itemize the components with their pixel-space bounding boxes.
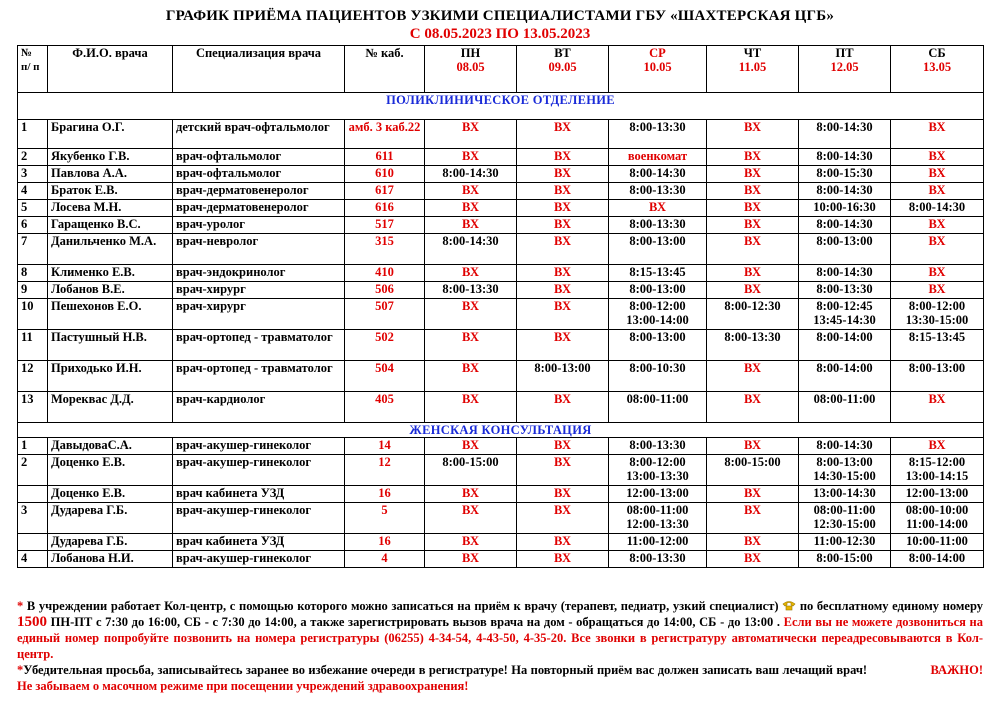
day-hours: ВХ — [707, 183, 799, 200]
day-hours: ВХ — [891, 265, 984, 282]
day-hours: 8:00-13:00 — [609, 282, 707, 299]
day-hours: 8:00-13:00 14:30-15:00 — [799, 455, 891, 486]
table-row — [18, 534, 984, 551]
table-row — [18, 486, 984, 503]
day-hours: ВХ — [707, 361, 799, 392]
day-hours: 08:00-11:00 12:30-15:00 — [799, 503, 891, 534]
day-name: ЧТ — [743, 46, 762, 60]
day-hours: 8:15-13:45 — [891, 330, 984, 361]
day-name: СБ — [928, 46, 946, 60]
footer-text: по бесплатному единому номеру — [799, 599, 984, 613]
day-hours: ВХ — [517, 200, 609, 217]
row-number: 12 — [18, 361, 48, 392]
day-hours: 8:00-13:30 — [425, 282, 517, 299]
table-row — [18, 455, 984, 486]
day-hours: 8:00-15:00 — [707, 455, 799, 486]
table-row — [18, 299, 984, 330]
day-hours: 8:00-13:30 — [609, 438, 707, 455]
doctor-name: Лосева М.Н. — [48, 200, 173, 217]
day-hours: 8:00-14:00 — [799, 361, 891, 392]
day-hours: 8:00-14:30 — [799, 149, 891, 166]
day-hours: ВХ — [517, 438, 609, 455]
day-hours: ВХ — [425, 534, 517, 551]
callcenter-number: 1500 — [17, 614, 47, 630]
doctor-specialization: врач-кардиолог — [173, 392, 345, 423]
doctor-specialization: врач кабинета УЗД — [173, 486, 345, 503]
header-room: № каб. — [345, 46, 425, 93]
header-num: № п/ п — [18, 46, 48, 93]
day-hours: ВХ — [425, 438, 517, 455]
phone-icon — [782, 600, 796, 611]
day-hours: ВХ — [425, 120, 517, 149]
doctor-specialization: врач-уролог — [173, 217, 345, 234]
footnote-star: * — [17, 599, 24, 613]
room-number: 14 — [345, 438, 425, 455]
table-row — [18, 265, 984, 282]
row-number: 4 — [18, 551, 48, 568]
doctor-specialization: врач кабинета УЗД — [173, 534, 345, 551]
day-hours: ВХ — [517, 455, 609, 486]
day-hours: 08:00-10:00 11:00-14:00 — [891, 503, 984, 534]
room-number: 610 — [345, 166, 425, 183]
day-hours: ВХ — [517, 120, 609, 149]
doctor-specialization: врач-дерматовенеролог — [173, 183, 345, 200]
footer-callcenter-note — [17, 598, 983, 662]
footer-text: ПН-ПТ с 7:30 до 16:00, СБ - с 7:30 до 14:00, а также зарегистрировать вызов врача на дом - обращаться до 14:00, СБ - до 13:00 . — [50, 615, 780, 629]
day-hours: ВХ — [707, 200, 799, 217]
page-title: ГРАФИК ПРИЁМА ПАЦИЕНТОВ УЗКИМИ СПЕЦИАЛИСТАМИ ГБУ «ШАХТЕРСКАЯ ЦГБ» — [165, 8, 835, 24]
header-day-tue — [517, 46, 609, 93]
doctor-specialization: врач-акушер-гинеколог — [173, 438, 345, 455]
day-name: СР — [649, 46, 666, 60]
room-number: 611 — [345, 149, 425, 166]
day-hours: ВХ — [517, 534, 609, 551]
section-title: ПОЛИКЛИНИЧЕСКОЕ ОТДЕЛЕНИЕ — [18, 93, 984, 120]
row-number — [18, 486, 48, 503]
day-hours: ВХ — [707, 486, 799, 503]
day-hours: 08:00-11:00 12:00-13:30 — [609, 503, 707, 534]
day-hours: ВХ — [707, 282, 799, 299]
day-hours: 8:00-12:00 13:00-13:30 — [609, 455, 707, 486]
day-hours: ВХ — [707, 217, 799, 234]
table-row — [18, 330, 984, 361]
day-hours: 8:00-14:30 — [891, 200, 984, 217]
day-hours: ВХ — [707, 503, 799, 534]
day-hours: ВХ — [517, 392, 609, 423]
doctor-name: Пешехонов Е.О. — [48, 299, 173, 330]
day-hours: ВХ — [425, 183, 517, 200]
day-hours: 8:00-13:30 — [799, 282, 891, 299]
day-hours: ВХ — [891, 217, 984, 234]
footer-registry-note: Если вы не можете дозвониться на единый номер попробуйте позвонить на номера регистратуры (06255) 4-34-54, 4-43-50, 4-35-20. Все звонки в регистратуру автоматически переадресовываются в Кол-центр. — [17, 615, 984, 661]
day-hours: 8:00-13:30 — [609, 217, 707, 234]
doctor-name: Дударева Г.Б. — [48, 503, 173, 534]
day-hours: 8:00-14:30 — [799, 217, 891, 234]
table-row — [18, 217, 984, 234]
day-hours: ВХ — [517, 166, 609, 183]
doctor-specialization: врач-акушер-гинеколог — [173, 551, 345, 568]
row-number: 10 — [18, 299, 48, 330]
day-hours: 8:00-12:45 13:45-14:30 — [799, 299, 891, 330]
doctor-name: Лобанов В.Е. — [48, 282, 173, 299]
section-header-row — [18, 93, 984, 120]
day-hours: 8:00-13:30 — [609, 183, 707, 200]
day-hours: ВХ — [707, 166, 799, 183]
row-number: 3 — [18, 503, 48, 534]
day-hours: 8:00-12:00 13:00-14:00 — [609, 299, 707, 330]
row-number: 5 — [18, 200, 48, 217]
day-hours: 11:00-12:30 — [799, 534, 891, 551]
day-hours: ВХ — [707, 234, 799, 265]
day-hours: 8:00-12:00 13:30-15:00 — [891, 299, 984, 330]
day-hours: ВХ — [517, 503, 609, 534]
room-number: 616 — [345, 200, 425, 217]
day-hours: 10:00-11:00 — [891, 534, 984, 551]
day-date: 10.05 — [643, 60, 672, 74]
day-hours: 8:00-13:30 — [609, 120, 707, 149]
day-hours: 8:00-10:30 — [609, 361, 707, 392]
header-day-thu — [707, 46, 799, 93]
row-number: 13 — [18, 392, 48, 423]
day-hours: 11:00-12:00 — [609, 534, 707, 551]
day-hours: ВХ — [425, 503, 517, 534]
day-hours: 8:00-13:30 — [707, 330, 799, 361]
day-hours: 8:00-14:30 — [799, 265, 891, 282]
room-number: 12 — [345, 455, 425, 486]
room-number: 517 — [345, 217, 425, 234]
room-number: 16 — [345, 486, 425, 503]
day-hours: 8:15-12:00 13:00-14:15 — [891, 455, 984, 486]
doctor-name: Якубенко Г.В. — [48, 149, 173, 166]
day-hours: 8:15-13:45 — [609, 265, 707, 282]
day-name: ПН — [460, 46, 481, 60]
room-number: 506 — [345, 282, 425, 299]
row-number — [18, 534, 48, 551]
schedule-table — [17, 45, 984, 568]
day-hours: ВХ — [707, 551, 799, 568]
room-number: 504 — [345, 361, 425, 392]
header-day-mon — [425, 46, 517, 93]
doctor-specialization: детский врач-офтальмолог — [173, 120, 345, 149]
day-date: 08.05 — [456, 60, 485, 74]
day-date: 12.05 — [830, 60, 859, 74]
day-hours: 8:00-13:00 — [799, 234, 891, 265]
header-name: Ф.И.О. врача — [48, 46, 173, 93]
day-hours: 13:00-14:30 — [799, 486, 891, 503]
table-row — [18, 361, 984, 392]
day-hours: ВХ — [891, 282, 984, 299]
day-hours: ВХ — [517, 330, 609, 361]
row-number: 6 — [18, 217, 48, 234]
day-date: 09.05 — [548, 60, 577, 74]
doctor-specialization: врач-дерматовенеролог — [173, 200, 345, 217]
day-hours: ВХ — [517, 234, 609, 265]
day-hours: ВХ — [517, 282, 609, 299]
table-row — [18, 234, 984, 265]
day-hours: 08:00-11:00 — [609, 392, 707, 423]
table-row — [18, 503, 984, 534]
section-title: ЖЕНСКАЯ КОНСУЛЬТАЦИЯ — [18, 423, 984, 438]
day-hours: ВХ — [707, 534, 799, 551]
day-hours: ВХ — [707, 149, 799, 166]
table-header-row — [18, 46, 984, 93]
row-number: 1 — [18, 120, 48, 149]
room-number: 5 — [345, 503, 425, 534]
day-hours: ВХ — [425, 265, 517, 282]
day-hours: 8:00-14:00 — [799, 330, 891, 361]
doctor-name: Доценко Е.В. — [48, 455, 173, 486]
day-hours: ВХ — [609, 200, 707, 217]
day-hours: 8:00-13:00 — [517, 361, 609, 392]
day-hours: 8:00-14:30 — [799, 120, 891, 149]
row-number: 11 — [18, 330, 48, 361]
row-number: 8 — [18, 265, 48, 282]
doctor-specialization: врач-ортопед - травматолог — [173, 361, 345, 392]
table-row — [18, 166, 984, 183]
day-hours: ВХ — [425, 551, 517, 568]
table-body — [18, 93, 984, 568]
doctor-name: Доценко Е.В. — [48, 486, 173, 503]
day-hours: ВХ — [517, 217, 609, 234]
day-hours: ВХ — [707, 438, 799, 455]
day-name: ПТ — [835, 46, 854, 60]
day-hours: военкомат — [609, 149, 707, 166]
footer-appointment-note — [17, 662, 983, 694]
day-hours: ВХ — [707, 120, 799, 149]
day-hours: 8:00-14:30 — [799, 183, 891, 200]
table-row — [18, 120, 984, 149]
day-hours: ВХ — [425, 392, 517, 423]
table-row — [18, 551, 984, 568]
header-day-sat — [891, 46, 984, 93]
day-hours: ВХ — [425, 299, 517, 330]
day-hours: ВХ — [891, 234, 984, 265]
doctor-name: Клименко Е.В. — [48, 265, 173, 282]
doctor-name: Дударева Г.Б. — [48, 534, 173, 551]
day-hours: 12:00-13:00 — [609, 486, 707, 503]
doctor-specialization: врач-акушер-гинеколог — [173, 503, 345, 534]
room-number: 4 — [345, 551, 425, 568]
day-hours: 8:00-12:30 — [707, 299, 799, 330]
day-hours: ВХ — [891, 183, 984, 200]
room-number: 507 — [345, 299, 425, 330]
day-hours: ВХ — [425, 486, 517, 503]
doctor-specialization: врач-хирург — [173, 282, 345, 299]
room-number: 617 — [345, 183, 425, 200]
day-hours: ВХ — [425, 217, 517, 234]
day-hours: ВХ — [891, 166, 984, 183]
day-hours: ВХ — [517, 486, 609, 503]
doctor-name: Брагина О.Г. — [48, 120, 173, 149]
room-number: 410 — [345, 265, 425, 282]
doctor-specialization: врач-невролог — [173, 234, 345, 265]
doctor-name: Лобанова Н.И. — [48, 551, 173, 568]
header-day-wed — [609, 46, 707, 93]
day-hours: 8:00-14:30 — [799, 438, 891, 455]
doctor-name: ДавыдоваС.А. — [48, 438, 173, 455]
day-date: 11.05 — [738, 60, 767, 74]
row-number: 3 — [18, 166, 48, 183]
room-number: 502 — [345, 330, 425, 361]
day-hours: ВХ — [517, 183, 609, 200]
table-row — [18, 282, 984, 299]
day-hours: 10:00-16:30 — [799, 200, 891, 217]
day-hours: 8:00-13:30 — [609, 551, 707, 568]
day-date: 13.05 — [922, 60, 952, 74]
day-hours: ВХ — [891, 392, 984, 423]
day-hours: ВХ — [517, 265, 609, 282]
day-hours: ВХ — [425, 361, 517, 392]
footer-text: В учреждении работает Кол-центр, с помощью которого можно записаться на приём к врачу (терапевт, педиатр, узкий специалист) — [26, 599, 779, 613]
row-number: 2 — [18, 455, 48, 486]
doctor-name: Пастушный Н.В. — [48, 330, 173, 361]
day-hours: ВХ — [707, 265, 799, 282]
day-hours: 08:00-11:00 — [799, 392, 891, 423]
day-hours: ВХ — [517, 551, 609, 568]
row-number: 4 — [18, 183, 48, 200]
day-hours: 8:00-15:00 — [799, 551, 891, 568]
doctor-name: Павлова А.А. — [48, 166, 173, 183]
table-row — [18, 438, 984, 455]
room-number: 405 — [345, 392, 425, 423]
day-hours: 8:00-13:00 — [891, 361, 984, 392]
day-hours: ВХ — [891, 149, 984, 166]
table-row — [18, 200, 984, 217]
page-subtitle: С 08.05.2023 ПО 13.05.2023 — [409, 26, 591, 42]
day-hours: ВХ — [425, 200, 517, 217]
doctor-specialization: врач-офтальмолог — [173, 166, 345, 183]
doctor-name: Гаращенко В.С. — [48, 217, 173, 234]
doctor-name: Данильченко М.А. — [48, 234, 173, 265]
day-hours: 8:00-14:00 — [891, 551, 984, 568]
day-hours: ВХ — [517, 149, 609, 166]
day-hours: 8:00-14:30 — [425, 166, 517, 183]
room-number: амб. 3 каб.22 — [345, 120, 425, 149]
section-header-row — [18, 423, 984, 438]
doctor-specialization: врач-ортопед - травматолог — [173, 330, 345, 361]
day-hours: 8:00-13:00 — [609, 234, 707, 265]
row-number: 9 — [18, 282, 48, 299]
mask-warning: ВАЖНО! Не забываем о масочном режиме при посещении учреждений здравоохранения! — [17, 663, 983, 693]
header-day-fri — [799, 46, 891, 93]
doctor-name: Приходько И.Н. — [48, 361, 173, 392]
day-hours: 8:00-14:30 — [609, 166, 707, 183]
day-hours: ВХ — [891, 438, 984, 455]
day-hours: 8:00-14:30 — [425, 234, 517, 265]
table-row — [18, 183, 984, 200]
row-number: 7 — [18, 234, 48, 265]
footer-text: Убедительная просьба, записывайтесь заранее во избежание очереди в регистратуре! На повторный приём вас должен записать ваш лечащий врач! — [23, 663, 868, 677]
row-number: 1 — [18, 438, 48, 455]
doctor-name: Мореквас Д.Д. — [48, 392, 173, 423]
doctor-specialization: врач-эндокринолог — [173, 265, 345, 282]
day-hours: ВХ — [517, 299, 609, 330]
day-hours: ВХ — [891, 120, 984, 149]
table-row — [18, 392, 984, 423]
room-number: 16 — [345, 534, 425, 551]
doctor-specialization: врач-офтальмолог — [173, 149, 345, 166]
footnote-star: * — [17, 663, 24, 677]
day-hours: 8:00-13:00 — [609, 330, 707, 361]
day-hours: ВХ — [707, 392, 799, 423]
table-row — [18, 149, 984, 166]
doctor-specialization: врач-хирург — [173, 299, 345, 330]
day-name: ВТ — [554, 46, 571, 60]
day-hours: ВХ — [425, 330, 517, 361]
header-spec: Специализация врача — [173, 46, 345, 93]
doctor-specialization: врач-акушер-гинеколог — [173, 455, 345, 486]
day-hours: 8:00-15:30 — [799, 166, 891, 183]
day-hours: ВХ — [425, 149, 517, 166]
day-hours: 12:00-13:00 — [891, 486, 984, 503]
row-number: 2 — [18, 149, 48, 166]
day-hours: 8:00-15:00 — [425, 455, 517, 486]
doctor-name: Браток Е.В. — [48, 183, 173, 200]
room-number: 315 — [345, 234, 425, 265]
